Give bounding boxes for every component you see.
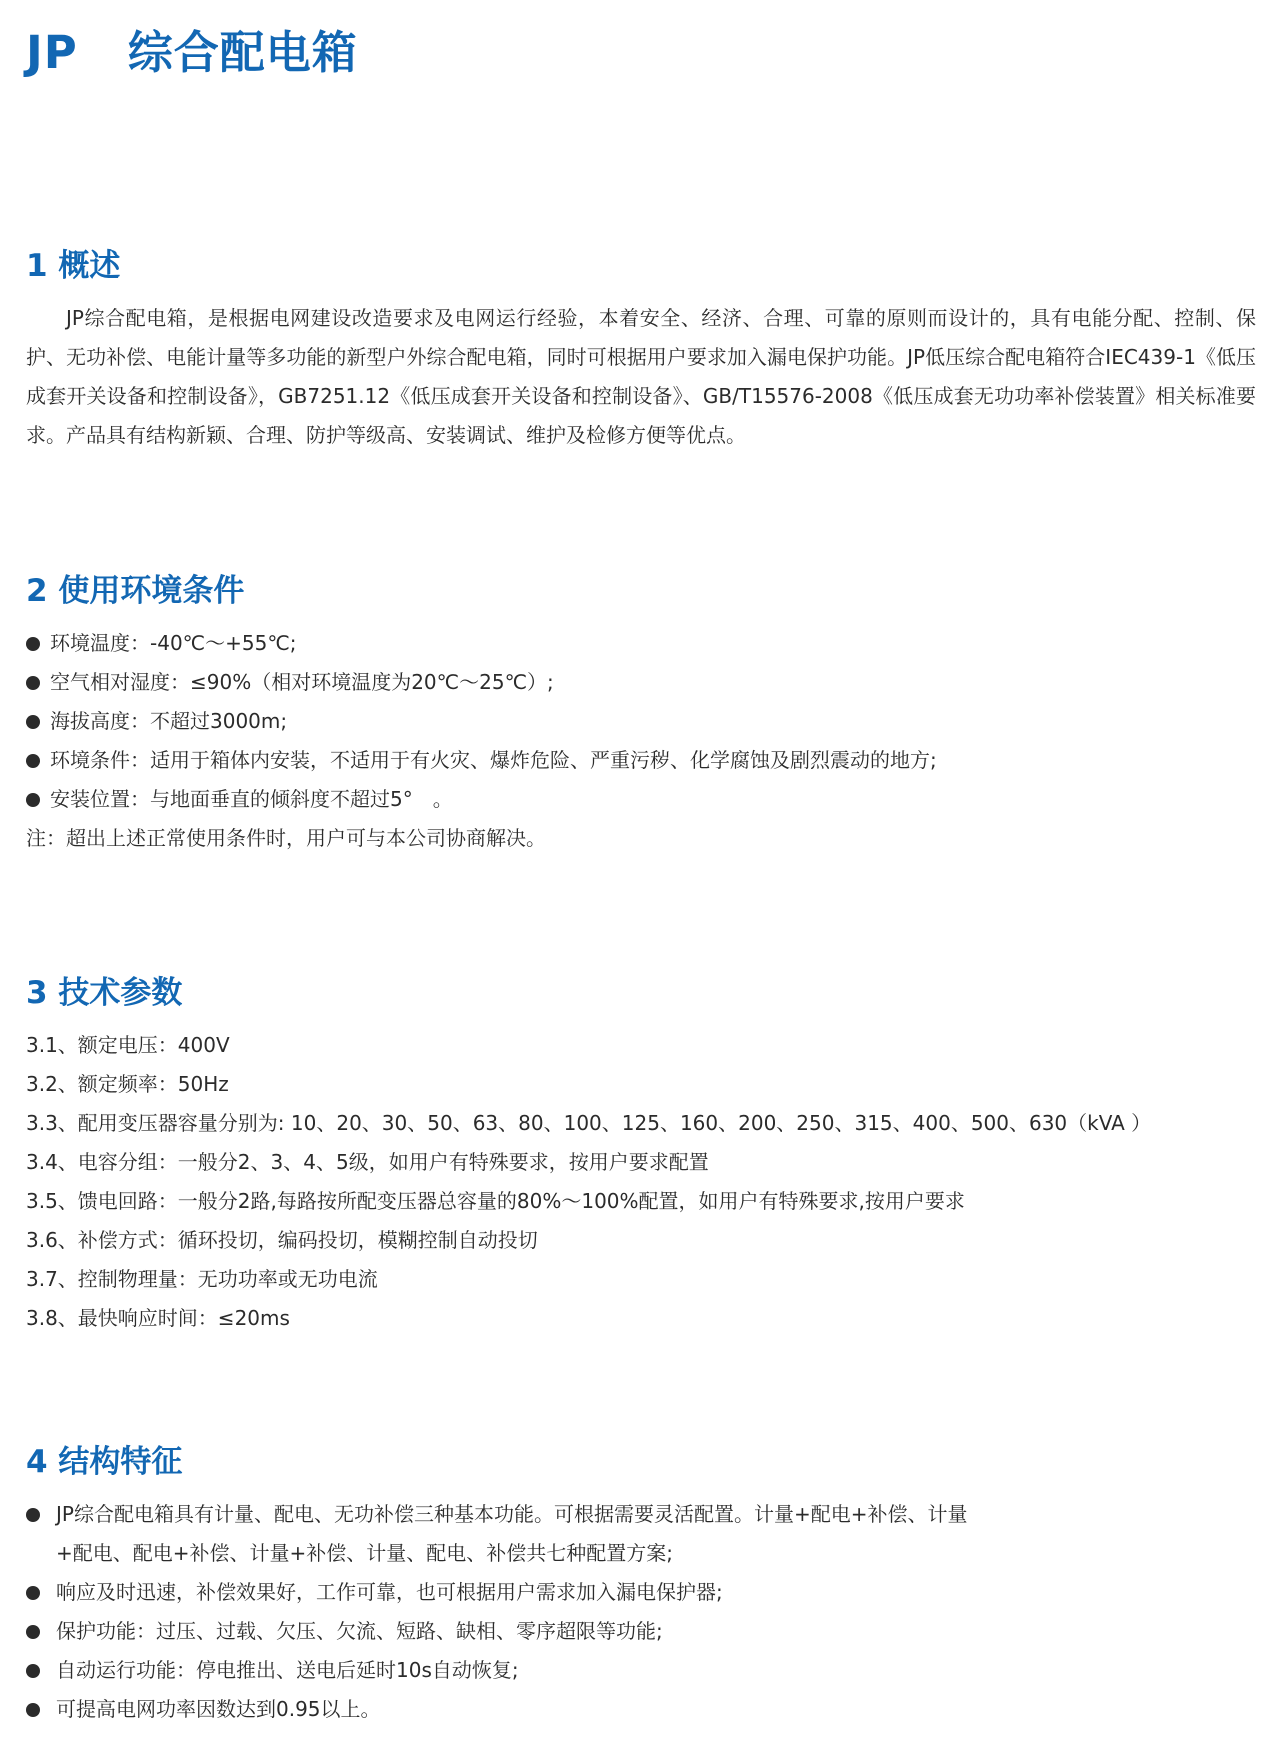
parameter-item: 3.8、最快响应时间：≤20ms bbox=[26, 1306, 290, 1331]
environment-list bbox=[26, 624, 1256, 819]
parameter-item: 3.2、额定频率：50Hz bbox=[26, 1072, 229, 1097]
parameter-item: 3.3、配用变压器容量分别为: 10、20、30、50、63、80、100、125、160、200、250、315、400、500、630（kVA ） bbox=[26, 1111, 1152, 1136]
section-environment bbox=[26, 573, 1256, 858]
bullet-icon bbox=[26, 676, 40, 690]
bullet-icon bbox=[26, 1664, 40, 1678]
bullet-icon bbox=[26, 1586, 40, 1600]
list-item: 环境温度：-40℃～+55℃; bbox=[26, 624, 1256, 663]
section-heading: 4 结构特征 bbox=[26, 1444, 183, 1480]
list-item: 响应及时迅速，补偿效果好，工作可靠，也可根据用户需求加入漏电保护器; bbox=[26, 1573, 986, 1612]
list-item: 可提高电网功率因数达到0.95以上。 bbox=[26, 1690, 986, 1729]
parameter-item: 3.5、馈电回路：一般分2路,每路按所配变压器总容量的80%～100%配置，如用户有特殊要求,按用户要求 bbox=[26, 1189, 965, 1214]
section-heading: 2 使用环境条件 bbox=[26, 573, 245, 609]
list-item: 安装位置：与地面垂直的倾斜度不超过5° 。 bbox=[26, 780, 1256, 819]
section-parameters bbox=[26, 975, 1256, 1338]
environment-note: 注：超出上述正常使用条件时，用户可与本公司协商解决。 bbox=[26, 826, 546, 851]
structure-list bbox=[26, 1495, 986, 1729]
parameter-item: 3.4、电容分组：一般分2、3、4、5级，如用户有特殊要求，按用户要求配置 bbox=[26, 1150, 709, 1175]
overview-paragraph: JP综合配电箱，是根据电网建设改造要求及电网运行经验，本着安全、经济、合理、可靠的原则而设计的，具有电能分配、控制、保护、无功补偿、电能计量等多功能的新型户外综合配电箱，同时可根据用户要求加入漏电保护功能。JP低压综合配电箱符合IEC439-1《低压成套开关设备和控制设备》，GB7251.12《低压成套开关设备和控制设备》、GB/T15576-2008《低压成套无功功率补偿装置》相关标准要求。产品具有结构新颖、合理、防护等级高、安装调试、维护及检修方便等优点。 bbox=[26, 306, 1256, 448]
page-title: JP 综合配电箱 bbox=[26, 26, 358, 79]
list-item: 保护功能：过压、过载、欠压、欠流、短路、缺相、零序超限等功能; bbox=[26, 1612, 986, 1651]
section-heading: 3 技术参数 bbox=[26, 975, 183, 1011]
list-item: 自动运行功能：停电推出、送电后延时10s自动恢复; bbox=[26, 1651, 986, 1690]
bullet-icon bbox=[26, 1703, 40, 1717]
bullet-icon bbox=[26, 715, 40, 729]
list-item: 海拔高度：不超过3000m; bbox=[26, 702, 1256, 741]
bullet-icon bbox=[26, 1508, 40, 1522]
list-item: JP综合配电箱具有计量、配电、无功补偿三种基本功能。可根据需要灵活配置。计量+配电+补偿、计量+配电、配电+补偿、计量+补偿、计量、配电、补偿共七种配置方案; bbox=[26, 1495, 986, 1573]
bullet-icon bbox=[26, 1625, 40, 1639]
parameter-item: 3.6、补偿方式：循环投切，编码投切，模糊控制自动投切 bbox=[26, 1228, 538, 1253]
parameter-item: 3.7、控制物理量：无功功率或无功电流 bbox=[26, 1267, 378, 1292]
parameter-item: 3.1、额定电压：400V bbox=[26, 1033, 230, 1058]
section-overview bbox=[26, 248, 1256, 455]
bullet-icon bbox=[26, 637, 40, 651]
section-structure bbox=[26, 1444, 986, 1729]
parameter-list bbox=[26, 1026, 1256, 1338]
bullet-icon bbox=[26, 754, 40, 768]
list-item: 环境条件：适用于箱体内安装，不适用于有火灾、爆炸危险、严重污秽、化学腐蚀及剧烈震动的地方; bbox=[26, 741, 1256, 780]
list-item: 空气相对湿度：≤90%（相对环境温度为20℃～25℃）; bbox=[26, 663, 1256, 702]
section-heading: 1 概述 bbox=[26, 248, 121, 284]
bullet-icon bbox=[26, 793, 40, 807]
